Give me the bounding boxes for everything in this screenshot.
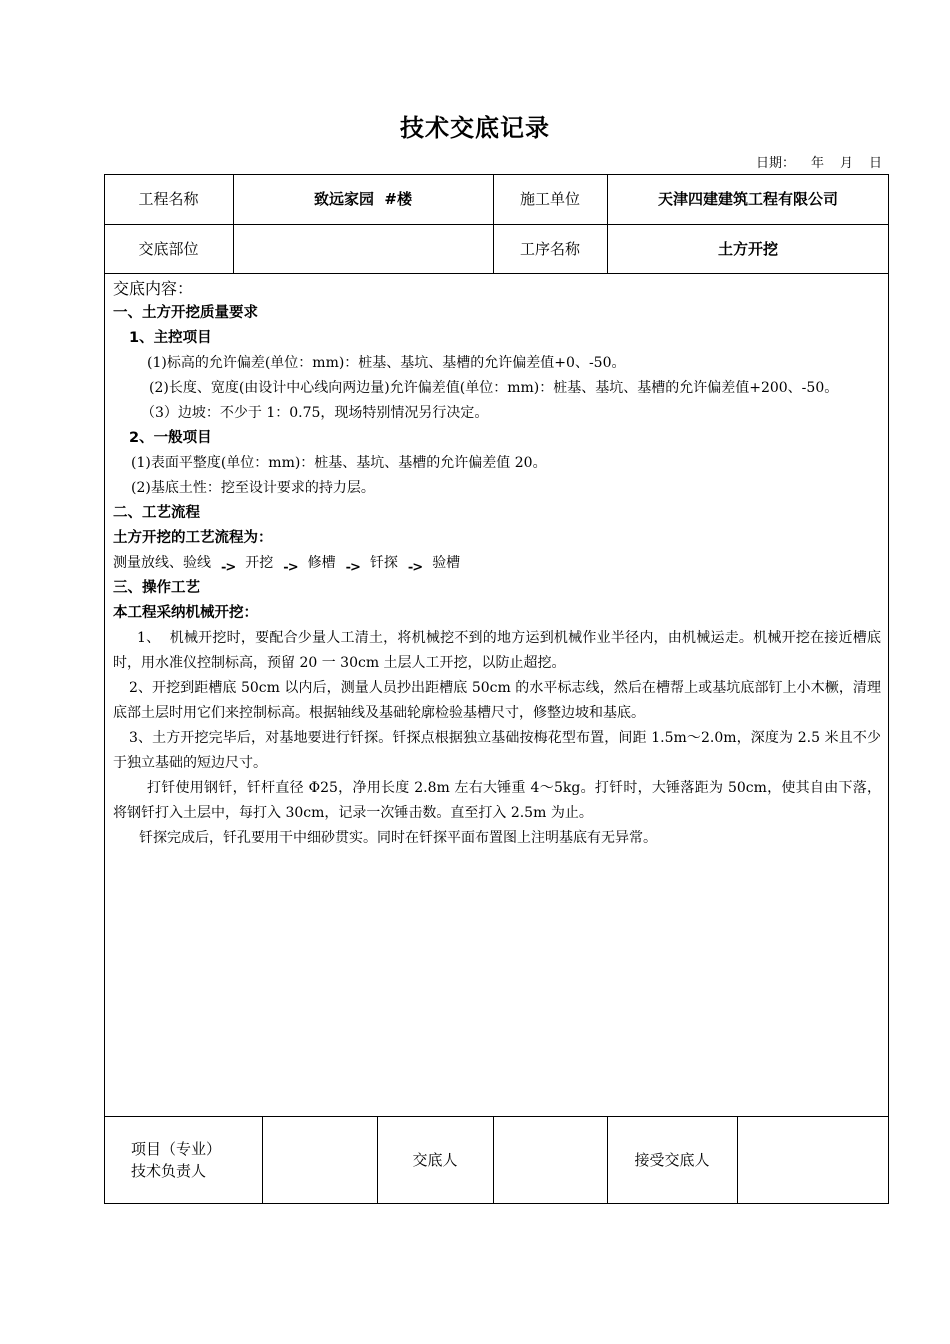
flow-step: 开挖: [245, 555, 274, 571]
flow-step: 修槽: [307, 555, 336, 571]
row-divider: [104, 273, 889, 274]
receiver-label: 接受交底人: [634, 1151, 710, 1169]
project-name-value: 致远家园 #楼: [313, 190, 412, 208]
content-paragraph: （3）边坡：不少于 1：0.75，现场特别情况另行决定。: [141, 405, 489, 421]
discloser-label: 交底人: [412, 1151, 458, 1169]
tech-lead-signature: [262, 1116, 377, 1204]
content-paragraph: 钎探完成后，钎孔要用干中细砂贯实。同时在钎探平面布置图上注明基底有无异常。: [139, 830, 657, 846]
flow-arrow-icon: ->: [345, 560, 360, 575]
section-heading: 1、主控项目: [129, 330, 212, 346]
process-flow: [113, 551, 881, 576]
content-paragraph: (1)表面平整度(单位：mm)：桩基、基坑、基槽的允许偏差值 20。: [131, 455, 547, 471]
flow-arrow-icon: ->: [283, 560, 298, 575]
section-heading: 二、工艺流程: [113, 505, 200, 521]
content-paragraph: 打钎使用钢钎，钎杆直径 Φ25，净用长度 2.8m 左右大锤重 4～5kg。打钎时，大锤落距为 50cm，使其自由下落，将钢钎打入土层中，每打入 30cm，记录一次锤击数。直至打入 2.5m 为止。: [113, 780, 881, 821]
flow-step: 钎探: [369, 555, 398, 571]
content-paragraph: 2、开挖到距槽底 50cm 以内后，测量人员抄出距槽底 50cm 的水平标志线，然后在槽帮上或基坑底部钉上小木橛，清理底部土层时用它们来控制标高。根据轴线及基础轮廓检验基槽尺寸，修整边坡和基底。: [113, 680, 881, 721]
section-heading: 土方开挖的工艺流程为：: [113, 530, 273, 546]
section-heading: 三、操作工艺: [113, 580, 200, 596]
flow-arrow-icon: ->: [407, 560, 423, 575]
date-day: 日: [868, 156, 882, 171]
content-paragraph: (1)标高的允许偏差(单位：mm)：桩基、基坑、基槽的允许偏差值+0、-50。: [147, 355, 626, 371]
content-paragraph: (2)基底土性：挖至设计要求的持力层。: [131, 480, 375, 496]
date-line: [756, 152, 882, 171]
date-label: 日期：: [755, 156, 795, 171]
date-year: 年: [810, 156, 824, 171]
flow-arrow-icon: ->: [221, 560, 236, 575]
discloser-signature: [493, 1116, 607, 1204]
disclosure-content: [113, 276, 881, 851]
section-heading: 2、一般项目: [129, 430, 212, 446]
section-heading: 一、土方开挖质量要求: [113, 305, 258, 321]
date-month: 月: [839, 156, 853, 171]
location-value: [233, 224, 493, 273]
section-heading: 本工程采纳机械开挖：: [113, 605, 258, 621]
tech-lead-label-line1: 项目（专业）: [131, 1140, 222, 1158]
content-paragraph: 1、 机械开挖时，要配合少量人工清土，将机械挖不到的地方运到机械作业半径内，由机械运走。机械开挖在接近槽底时，用水准仪控制标高，预留 20 一 30cm 土层人工开挖，以防止超挖。: [113, 630, 881, 671]
content-paragraph: 3、土方开挖完毕后，对基地要进行钎探。钎探点根据独立基础按梅花型布置，间距 1.5m～2.0m，深度为 2.5 米且不少于独立基础的短边尺寸。: [113, 730, 881, 771]
contractor-label: 施工单位: [519, 190, 580, 208]
flow-step: 测量放线、验线: [113, 555, 211, 571]
location-label: 交底部位: [138, 239, 199, 258]
process-value: 土方开挖: [717, 239, 778, 258]
content-paragraph: (2)长度、宽度(由设计中心线向两边量)允许偏差值(单位：mm)：桩基、基坑、基槽的允许偏差值+200、-50。: [149, 380, 839, 396]
tech-lead-label-line2: 技术负责人: [131, 1162, 207, 1180]
document-title: 技术交底记录: [400, 114, 550, 142]
flow-step: 验槽: [432, 555, 461, 571]
tech-lead-label: [104, 1116, 262, 1204]
receiver-signature: [737, 1116, 889, 1204]
project-name-label: 工程名称: [138, 190, 199, 208]
contractor-value: 天津四建建筑工程有限公司: [657, 190, 838, 208]
process-label: 工序名称: [519, 239, 580, 258]
content-label: 交底内容：: [113, 279, 194, 298]
